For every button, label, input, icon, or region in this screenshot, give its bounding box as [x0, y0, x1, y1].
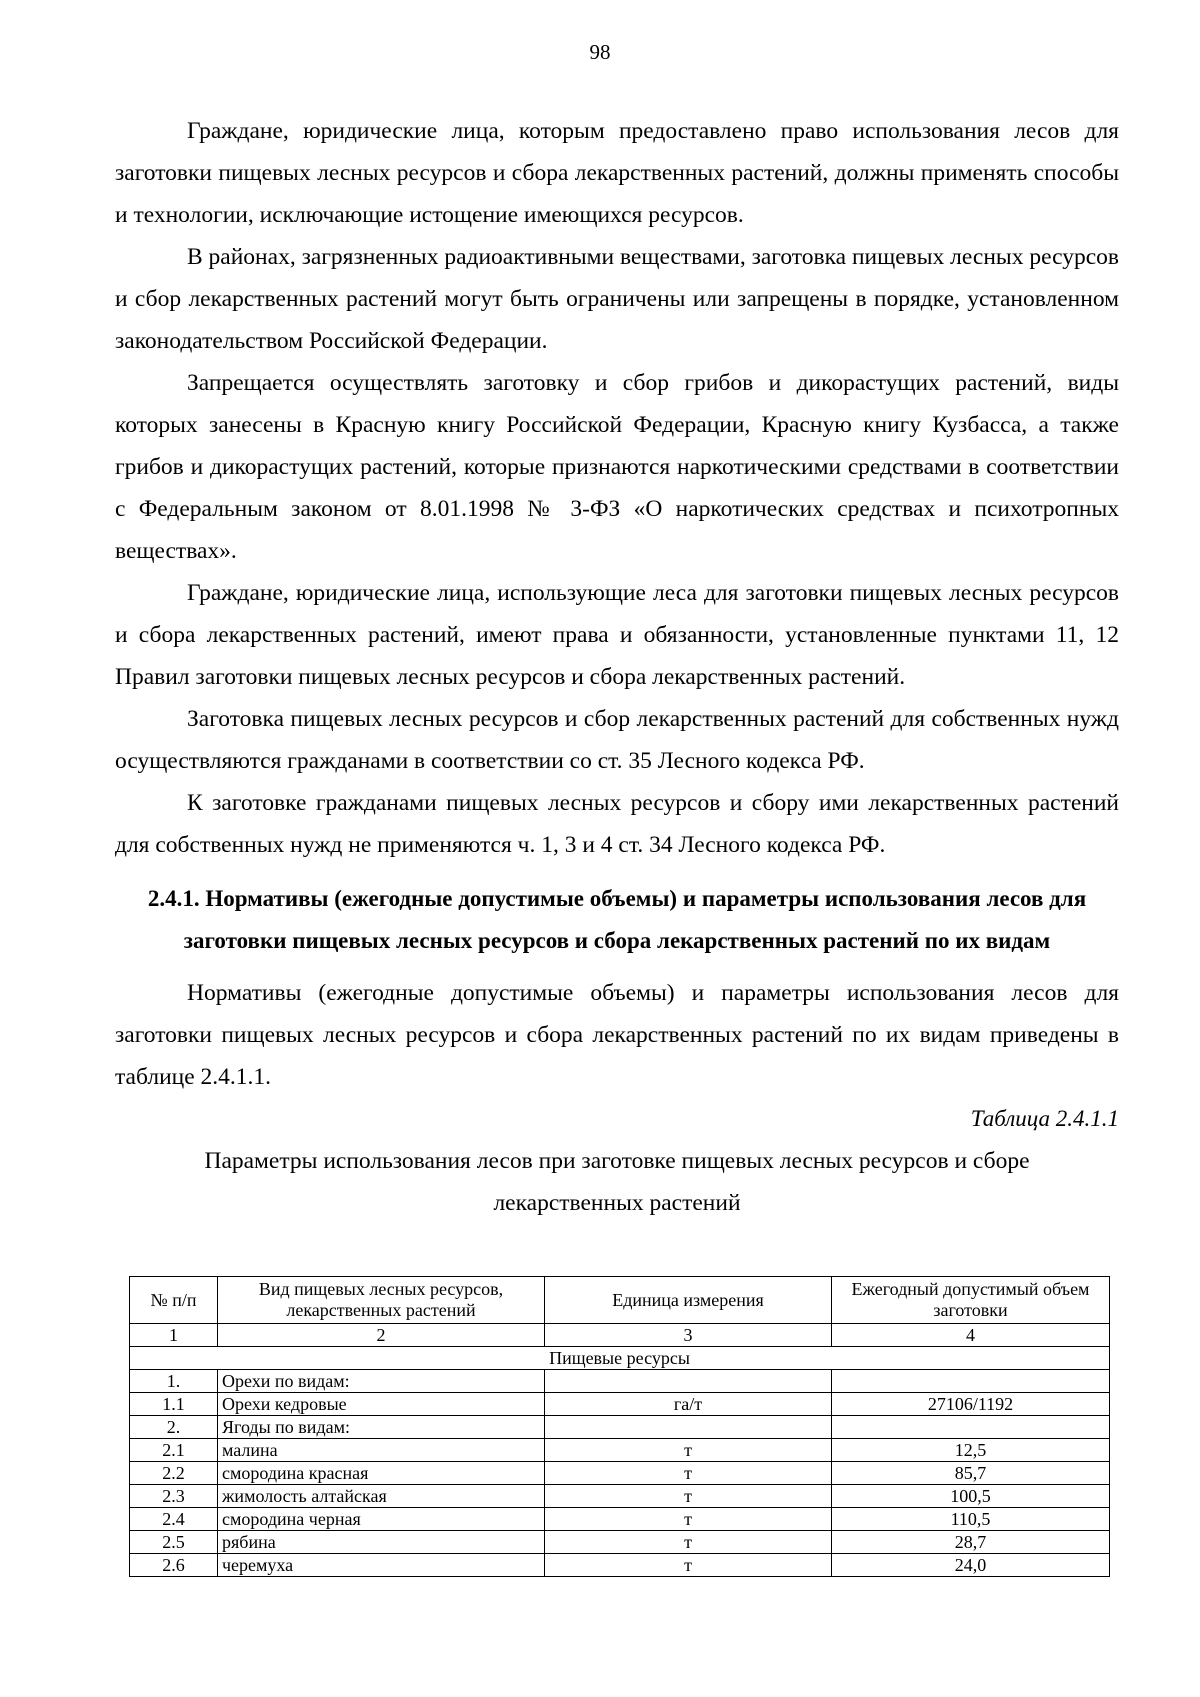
table-section-title: Пищевые ресурсы: [130, 1347, 1110, 1370]
row-number-cell: 1.: [130, 1370, 218, 1393]
row-value-cell: [832, 1370, 1110, 1393]
row-value-cell: [832, 1416, 1110, 1439]
table-header-row: [130, 1277, 1110, 1324]
column-number: 2: [218, 1324, 545, 1347]
table-label: Таблица 2.4.1.1: [970, 1106, 1119, 1131]
table-row: [130, 1531, 1110, 1554]
row-name-cell: смородина красная: [218, 1462, 545, 1485]
header-cell-number: № п/п: [130, 1277, 218, 1324]
row-name-cell: черемуха: [218, 1554, 545, 1577]
table-row: [130, 1370, 1110, 1393]
row-name-cell: смородина черная: [218, 1508, 545, 1531]
row-name-cell: рябина: [218, 1531, 545, 1554]
table-row: [130, 1439, 1110, 1462]
row-unit-cell: т: [545, 1508, 832, 1531]
table-row: [130, 1508, 1110, 1531]
row-name-cell: Ягоды по видам:: [218, 1416, 545, 1439]
header-cell-unit: Единица измерения: [545, 1277, 832, 1324]
row-number-cell: 2.: [130, 1416, 218, 1439]
table-section-row: [130, 1347, 1110, 1370]
column-number: 1: [130, 1324, 218, 1347]
row-unit-cell: га/т: [545, 1393, 832, 1416]
row-value-cell: 27106/1192: [832, 1393, 1110, 1416]
section-heading: 2.4.1. Нормативы (ежегодные допустимые объемы) и параметры использования лесов для заготовки пищевых лесных ресурсов и сбора лекарственных растений по их видам: [147, 886, 1087, 953]
row-unit-cell: [545, 1370, 832, 1393]
row-value-cell: 12,5: [832, 1439, 1110, 1462]
table-row: [130, 1416, 1110, 1439]
paragraph: Запрещается осуществлять заготовку и сбор грибов и дикорастущих растений, виды которых занесены в Красную книгу Российской Федерации, Красную книгу Кузбасса, а также грибов и дикорастущих растений, которые признаются наркотическими средствами в соответствии с Федеральным законом от 8.01.1998 № 3-ФЗ «О наркотических средствах и психотропных веществах».: [115, 370, 1119, 564]
paragraph: Нормативы (ежегодные допустимые объемы) и параметры использования лесов для заготовки пищевых лесных ресурсов и сбора лекарственных растений по их видам приведены в таблице 2.4.1.1.: [115, 980, 1119, 1090]
paragraph: Заготовка пищевых лесных ресурсов и сбор лекарственных растений для собственных нужд осуществляются гражданами в соответствии со ст. 35 Лесного кодекса РФ.: [115, 706, 1119, 774]
row-number-cell: 2.2: [130, 1462, 218, 1485]
row-value-cell: 24,0: [832, 1554, 1110, 1577]
row-number-cell: 1.1: [130, 1393, 218, 1416]
document-body: [115, 110, 1119, 1224]
table-row: [130, 1462, 1110, 1485]
row-value-cell: 28,7: [832, 1531, 1110, 1554]
table-row: [130, 1485, 1110, 1508]
row-number-cell: 2.6: [130, 1554, 218, 1577]
column-number-row: [130, 1324, 1110, 1347]
row-unit-cell: [545, 1416, 832, 1439]
row-unit-cell: т: [545, 1531, 832, 1554]
row-number-cell: 2.1: [130, 1439, 218, 1462]
page-number: 98: [589, 40, 611, 64]
table-caption: Параметры использования лесов при заготовке пищевых лесных ресурсов и сборе лекарственных растений: [204, 1148, 1030, 1216]
column-number: 4: [832, 1324, 1110, 1347]
row-name-cell: малина: [218, 1439, 545, 1462]
row-name-cell: Орехи по видам:: [218, 1370, 545, 1393]
row-name-cell: Орехи кедровые: [218, 1393, 545, 1416]
row-number-cell: 2.5: [130, 1531, 218, 1554]
row-value-cell: 110,5: [832, 1508, 1110, 1531]
row-unit-cell: т: [545, 1554, 832, 1577]
paragraph: Граждане, юридические лица, которым предоставлено право использования лесов для заготовки пищевых лесных ресурсов и сбора лекарственных растений, должны применять способы и технологии, исключающие истощение имеющихся ресурсов.: [115, 118, 1119, 228]
row-number-cell: 2.3: [130, 1485, 218, 1508]
paragraph: К заготовке гражданами пищевых лесных ресурсов и сбору ими лекарственных растений для собственных нужд не применяются ч. 1, 3 и 4 ст. 34 Лесного кодекса РФ.: [115, 790, 1119, 858]
paragraph: Граждане, юридические лица, использующие леса для заготовки пищевых лесных ресурсов и сбора лекарственных растений, имеют права и обязанности, установленные пунктами 11, 12 Правил заготовки пищевых лесных ресурсов и сбора лекарственных растений.: [115, 580, 1119, 690]
row-value-cell: 100,5: [832, 1485, 1110, 1508]
row-unit-cell: т: [545, 1485, 832, 1508]
column-number: 3: [545, 1324, 832, 1347]
row-name-cell: жимолость алтайская: [218, 1485, 545, 1508]
table-row: [130, 1393, 1110, 1416]
header-cell-annual-volume: Ежегодный допустимый объем заготовки: [832, 1277, 1110, 1324]
header-cell-resource-type: Вид пищевых лесных ресурсов, лекарственных растений: [218, 1277, 545, 1324]
row-number-cell: 2.4: [130, 1508, 218, 1531]
paragraph: В районах, загрязненных радиоактивными веществами, заготовка пищевых лесных ресурсов и сбор лекарственных растений могут быть ограничены или запрещены в порядке, установленном законодательством Российской Федерации.: [115, 244, 1119, 354]
row-unit-cell: т: [545, 1439, 832, 1462]
resources-table: [129, 1276, 1110, 1577]
row-unit-cell: т: [545, 1462, 832, 1485]
row-value-cell: 85,7: [832, 1462, 1110, 1485]
table-row: [130, 1554, 1110, 1577]
